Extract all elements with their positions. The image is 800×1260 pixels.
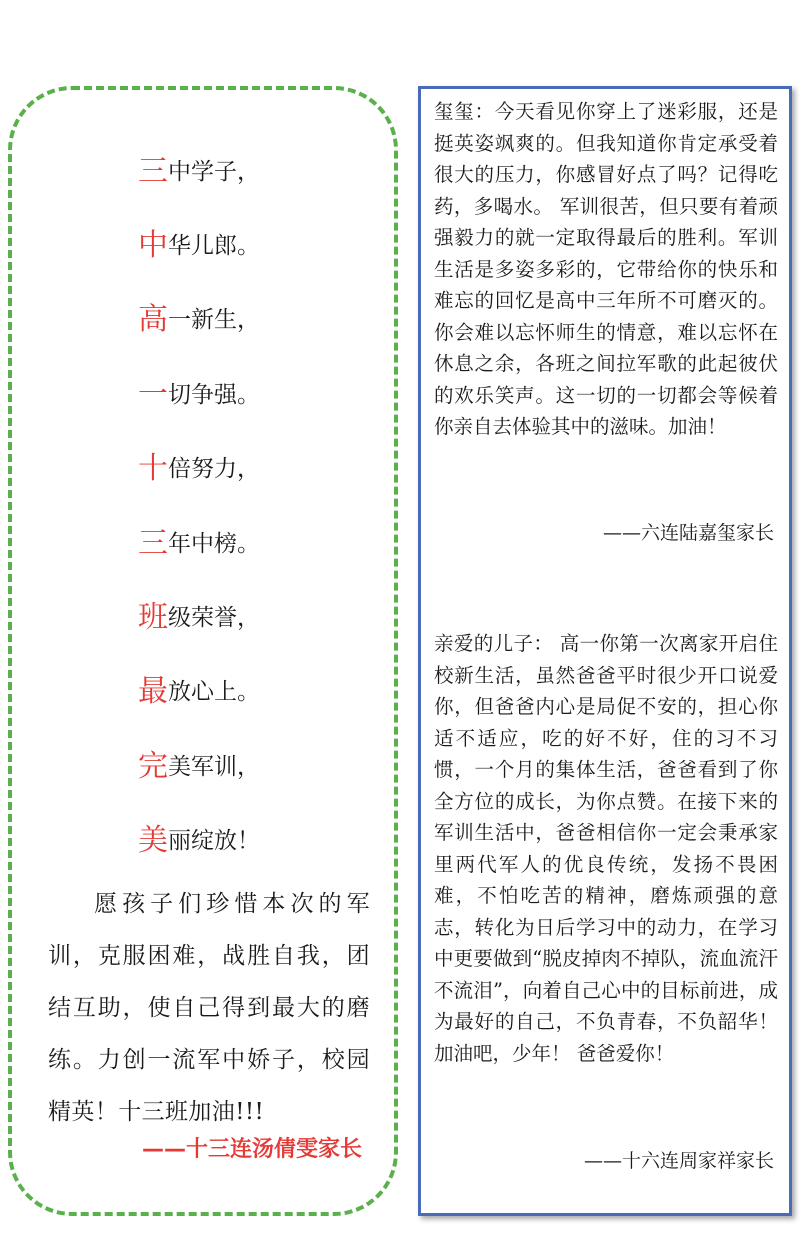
acrostic-line-10 <box>138 823 260 858</box>
acrostic-rest: 年中榜。 <box>168 531 260 557</box>
letter-1 <box>434 96 778 443</box>
acrostic-rest: 美军训， <box>168 754 260 780</box>
acrostic-initial: 一 <box>138 377 168 412</box>
acrostic-line-8 <box>138 674 260 709</box>
acrostic-initial: 最 <box>138 674 168 709</box>
letter-1-signature: ——六连陆嘉玺家长 <box>602 522 774 544</box>
acrostic-line-6 <box>138 526 260 561</box>
acrostic-initial: 中 <box>138 228 168 263</box>
acrostic-rest: 倍努力， <box>168 456 260 482</box>
wish-text: 愿孩子们珍惜本次的军训，克服困难，战胜自我，团结互助，使自己得到最大的磨练。力创一流军中娇子，校园精英！十三班加油!!! <box>48 891 370 1125</box>
acrostic-line-1 <box>138 154 260 189</box>
wish-paragraph <box>48 878 370 1138</box>
acrostic-rest: 放心上。 <box>168 679 260 705</box>
acrostic-initial: 完 <box>138 749 168 784</box>
acrostic-rest: 中学子， <box>168 159 260 185</box>
acrostic-initial: 高 <box>138 302 168 337</box>
acrostic-rest: 切争强。 <box>168 382 260 408</box>
acrostic-line-3 <box>138 302 260 337</box>
acrostic-rest: 级荣誉， <box>168 605 260 631</box>
wish-signature: ——十三连汤倩雯家长 <box>141 1137 362 1162</box>
acrostic-line-9 <box>138 749 260 784</box>
letter-2-signature: ——十六连周家祥家长 <box>583 1150 774 1172</box>
letter-2-text: 亲爱的儿子： 高一你第一次离家开启住校新生活，虽然爸爸平时很少开口说爱你，但爸爸内心是局促不安的，担心你适不适应，吃的好不好，住的习不习惯，一个月的集体生活，爸爸看到了你全方位的成长，为你点赞。在接下来的军训生活中，爸爸相信你一定会秉承家里两代军人的优良传统，发扬不畏困难，不怕吃苦的精神，磨炼顽强的意志，转化为日后学习中的动力，在学习中更要做到“脱皮掉肉不掉队，流血流汗不流泪”，向着自己心中的目标前进，成为最好的自己，不负青春，不负韶华！加油吧，少年！ 爸爸爱你！ <box>434 632 778 1065</box>
acrostic-initial: 班 <box>138 600 168 635</box>
acrostic-rest: 一新生， <box>168 307 260 333</box>
acrostic-initial: 十 <box>138 451 168 486</box>
acrostic-line-5 <box>138 451 260 486</box>
acrostic-rest: 丽绽放！ <box>168 828 260 854</box>
acrostic-line-7 <box>138 600 260 635</box>
acrostic-rest: 华儿郎。 <box>168 233 260 259</box>
acrostic-line-2 <box>138 228 260 263</box>
letter-2 <box>434 628 778 1069</box>
acrostic-initial: 美 <box>138 823 168 858</box>
acrostic-line-4 <box>138 377 260 412</box>
acrostic-initial: 三 <box>138 154 168 189</box>
letter-1-text: 玺玺：今天看见你穿上了迷彩服，还是挺英姿飒爽的。但我知道你肯定承受着很大的压力，你感冒好点了吗？记得吃药，多喝水。 军训很苦，但只要有着顽强毅力的就一定取得最后的胜利。军训生活是多姿多彩的，它带给你的快乐和难忘的回忆是高中三年所不可磨灭的。你会难以忘怀师生的情意，难以忘怀在休息之余，各班之间拉军歌的此起彼伏的欢乐笑声。这一切的一切都会等候着你亲自去体验其中的滋味。加油！ <box>434 100 778 438</box>
acrostic-initial: 三 <box>138 526 168 561</box>
